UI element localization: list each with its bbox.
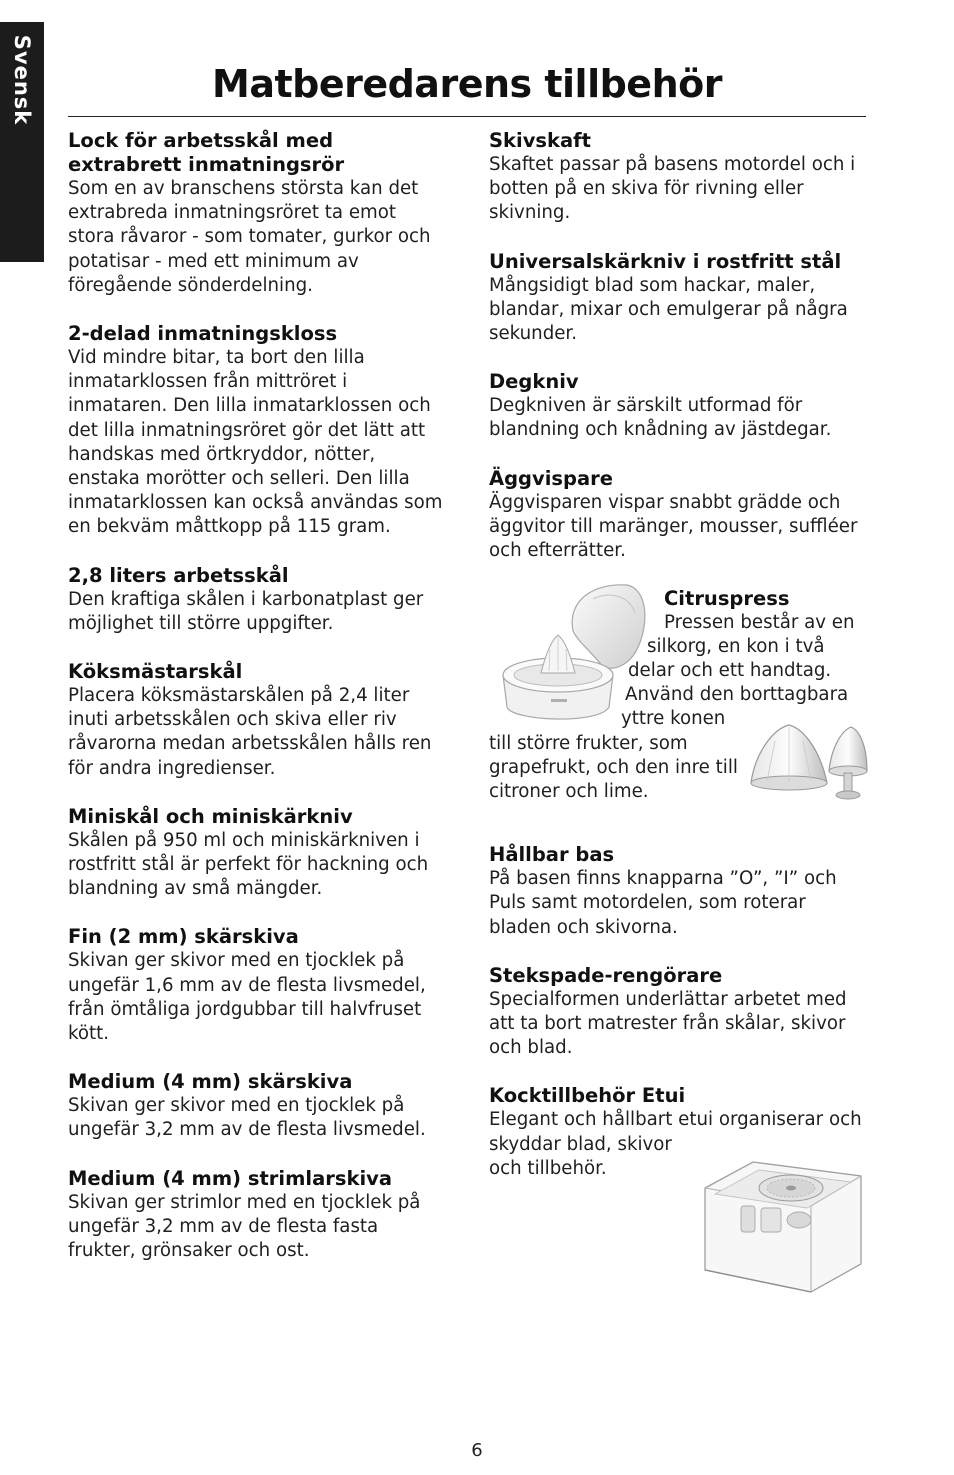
section-multipurpose-blade [489, 250, 869, 347]
section-heading: 2-delad inmatningskloss [68, 322, 338, 346]
section-dough-blade [489, 370, 869, 442]
section-body: Skivan ger strimlor med en tjocklek på ungefär 3,2 mm av de flesta fasta frukter, grönsaker och ost. [68, 1191, 421, 1262]
section-work-bowl [68, 564, 446, 636]
title-rule [68, 116, 866, 117]
section-body-line: Använd den borttagbara [625, 684, 849, 706]
right-column [489, 129, 869, 1348]
section-body-line: delar och ett handtag. [628, 660, 832, 682]
section-body-line: silkorg, en kon i två [647, 636, 825, 658]
section-body: Skålen på 950 ml och miniskärkniven i rostfritt stål är perfekt för hackning och blandning av små mängder. [68, 829, 429, 900]
section-body: Specialformen underlättar arbetet med att ta bort matrester från skålar, skivor och blad. [489, 988, 847, 1059]
section-body-line: Pressen består av en [664, 612, 855, 634]
section-medium-slicing-disc [68, 1070, 446, 1142]
section-chef-bowl [68, 660, 446, 781]
section-lid-feed-tube [68, 129, 446, 298]
section-body: Mångsidigt blad som hackar, maler, blandar, mixar och emulgerar på några sekunder. [489, 274, 848, 345]
section-heading: 2,8 liters arbetsskål [68, 563, 289, 587]
left-column [68, 129, 446, 1287]
section-shredding-disc [68, 1167, 446, 1264]
section-body: Skivan ger skivor med en tjocklek på ungefär 1,6 mm av de flesta livsmedel, från ömtåliga jordgubbar till halvfruset kött. [68, 950, 426, 1045]
language-tab [0, 22, 44, 262]
page-title: Matberedarens tillbehör [212, 62, 722, 106]
section-body-line: och tillbehör. [489, 1157, 607, 1179]
section-body-line: till större frukter, som [489, 733, 688, 755]
section-heading: Degkniv [489, 370, 579, 394]
section-body: Vid mindre bitar, ta bort den lilla inmatarklossen från mittröret i inmataren. Den lilla inmatarklossen och det lilla inmatningsröret gör det lätt att handskas med örtkryddor, nötter, enstaka morötter och selleri. Den lilla inmatarklossen kan också användas som en bekväm måttkopp på 115 gram. [68, 347, 443, 538]
section-body: På basen finns knapparna ”O”, ”I” och Puls samt motordelen, som roterar bladen och skivorna. [489, 868, 837, 938]
section-heading: Medium (4 mm) skärskiva [68, 1070, 353, 1094]
section-body: Den kraftiga skålen i karbonatplast ger möjlighet till större uppgifter. [68, 588, 424, 634]
section-heading: Medium (4 mm) strimlarskiva [68, 1166, 393, 1190]
section-fine-slicing-disc [68, 925, 446, 1046]
section-heading: Miniskål och miniskärkniv [68, 804, 353, 828]
section-citrus-press [489, 587, 869, 819]
section-heading: Köksmästarskål [68, 660, 243, 684]
section-body: Degkniven är särskilt utformad för blandning och knådning av jästdegar. [489, 395, 832, 441]
section-body-line: grapefrukt, och den inre till [489, 757, 738, 779]
section-body-line: skyddar blad, skivor [489, 1133, 672, 1155]
section-heading: Hållbar bas [489, 843, 615, 867]
section-heading: Universalskärkniv i rostfritt stål [489, 249, 842, 273]
section-body-line: Elegant och hållbart etui organiserar och [489, 1109, 862, 1131]
section-heading: Kocktillbehör Etui [489, 1084, 686, 1108]
section-body: Skivan ger skivor med en tjocklek på ungefär 3,2 mm av de flesta livsmedel. [68, 1095, 426, 1141]
reamer-cones-illustration [747, 719, 869, 803]
section-body: Skaftet passar på basens motordel och i botten på en skiva för rivning eller skivning. [489, 154, 856, 224]
section-heading: Lock för arbetsskål med extrabrett inmatningsrör [68, 129, 345, 176]
section-disc-stem [489, 129, 869, 226]
language-tab-label: Svensk [10, 34, 34, 126]
section-body: Placera köksmästarskålen på 2,4 liter inuti arbetsskålen och skiva eller riv råvarorna medan arbetsskålen hålls ren för andra ingredienser. [68, 685, 432, 779]
section-body-line: yttre konen [621, 708, 726, 730]
section-storage-case [489, 1084, 869, 1324]
section-spatula [489, 964, 869, 1061]
section-mini-bowl [68, 805, 446, 902]
section-heading: Stekspade-rengörare [489, 963, 723, 987]
storage-case-illustration [701, 1154, 865, 1296]
section-durable-base [489, 843, 869, 940]
section-body: Äggvisparen vispar snabbt grädde och äggvitor till maränger, mousser, suffléer och efterrätter. [489, 491, 858, 562]
page-number: 6 [471, 1440, 483, 1461]
section-heading: Äggvispare [489, 466, 613, 490]
section-egg-whip [489, 467, 869, 564]
section-pusher [68, 322, 446, 540]
section-heading: Skivskaft [489, 129, 591, 152]
section-body-line: citroner och lime. [489, 781, 649, 803]
section-body: Som en av branschens största kan det extrabreda inmatningsröret ta emot stora råvaror - som tomater, gurkor och potatisar - med ett minimum av föregående sönderdelning. [68, 178, 431, 296]
section-heading: Fin (2 mm) skärskiva [68, 925, 299, 949]
section-heading: Citruspress [664, 587, 790, 611]
